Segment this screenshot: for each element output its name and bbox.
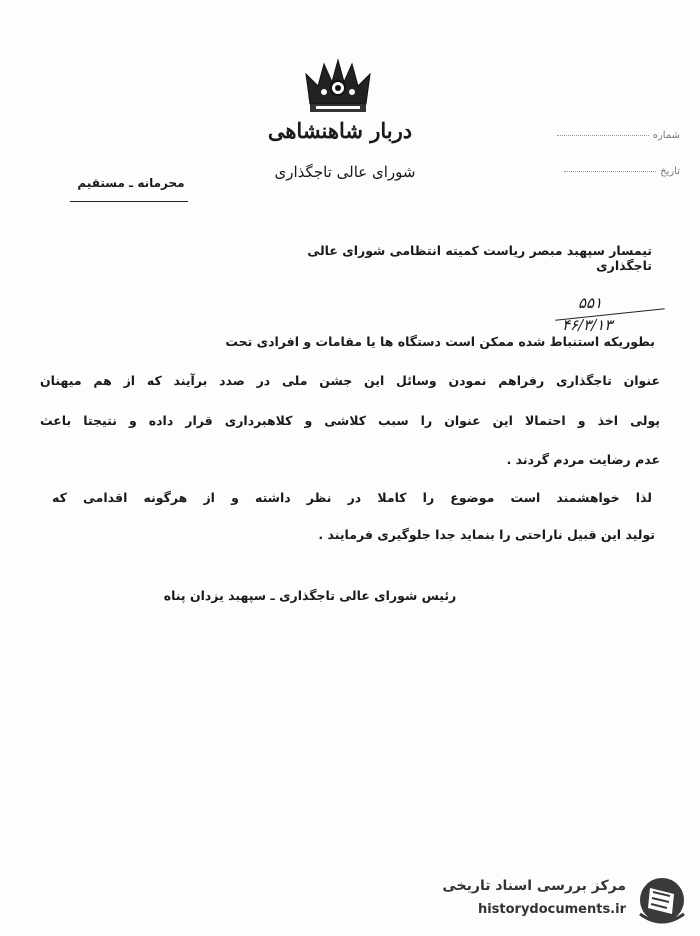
date-label: تاریخ [660, 166, 680, 177]
letterhead-court-title: دربار شاهنشاهی [267, 118, 413, 143]
document-date-field [540, 166, 680, 177]
body-line-6: تولید این قبیل ناراحتی را بنماید جدا جلوگیری فرمایند . [318, 527, 655, 542]
signature-line: رئیس شورای عالی تاجگذاری ـ سپهبد یزدان پناه [163, 588, 457, 603]
classification-underline [70, 201, 188, 202]
body-line-1: بطوریکه استنباط شده ممکن است دستگاه ها یا مقامات و افرادی تحت [225, 334, 655, 349]
body-line-4: عدم رضایت مردم گردند . [506, 452, 660, 467]
body-line-5: لذا خواهشمند است موضوع را کاملا در نظر داشته و از هرگونه اقدامی که [52, 490, 652, 505]
document-number-field [540, 130, 680, 141]
pahlavi-crown-icon [302, 56, 374, 116]
letterhead-council-title: شورای عالی تاجگذاری [274, 163, 416, 181]
watermark [418, 872, 694, 928]
number-label: شماره [652, 130, 680, 141]
registration-number: ۵۵۱ [578, 294, 603, 312]
registration-date: ۴۶/۳/۱۳ [562, 316, 613, 334]
watermark-title: مرکز بررسی اسناد تاریخی [442, 878, 626, 894]
watermark-url: historydocuments.ir [477, 902, 626, 917]
body-line-3: پولی اخذ و احتمالا این عنوان را سبب کلاشی و کلاهبرداری قرار داده و نتیجتا باعث [40, 413, 660, 428]
body-line-2: عنوان تاجگذاری رفراهم نمودن وسائل این جشن ملی در صدد برآیند که از هم میهنان [40, 373, 660, 388]
recipient-line: تیمسار سپهبد مبصر ریاست کمیته انتظامی شورای عالی تاجگذاری [307, 243, 652, 273]
history-documents-logo-icon [634, 874, 690, 926]
classification-label: محرمانه ـ مستقیم [77, 176, 185, 190]
